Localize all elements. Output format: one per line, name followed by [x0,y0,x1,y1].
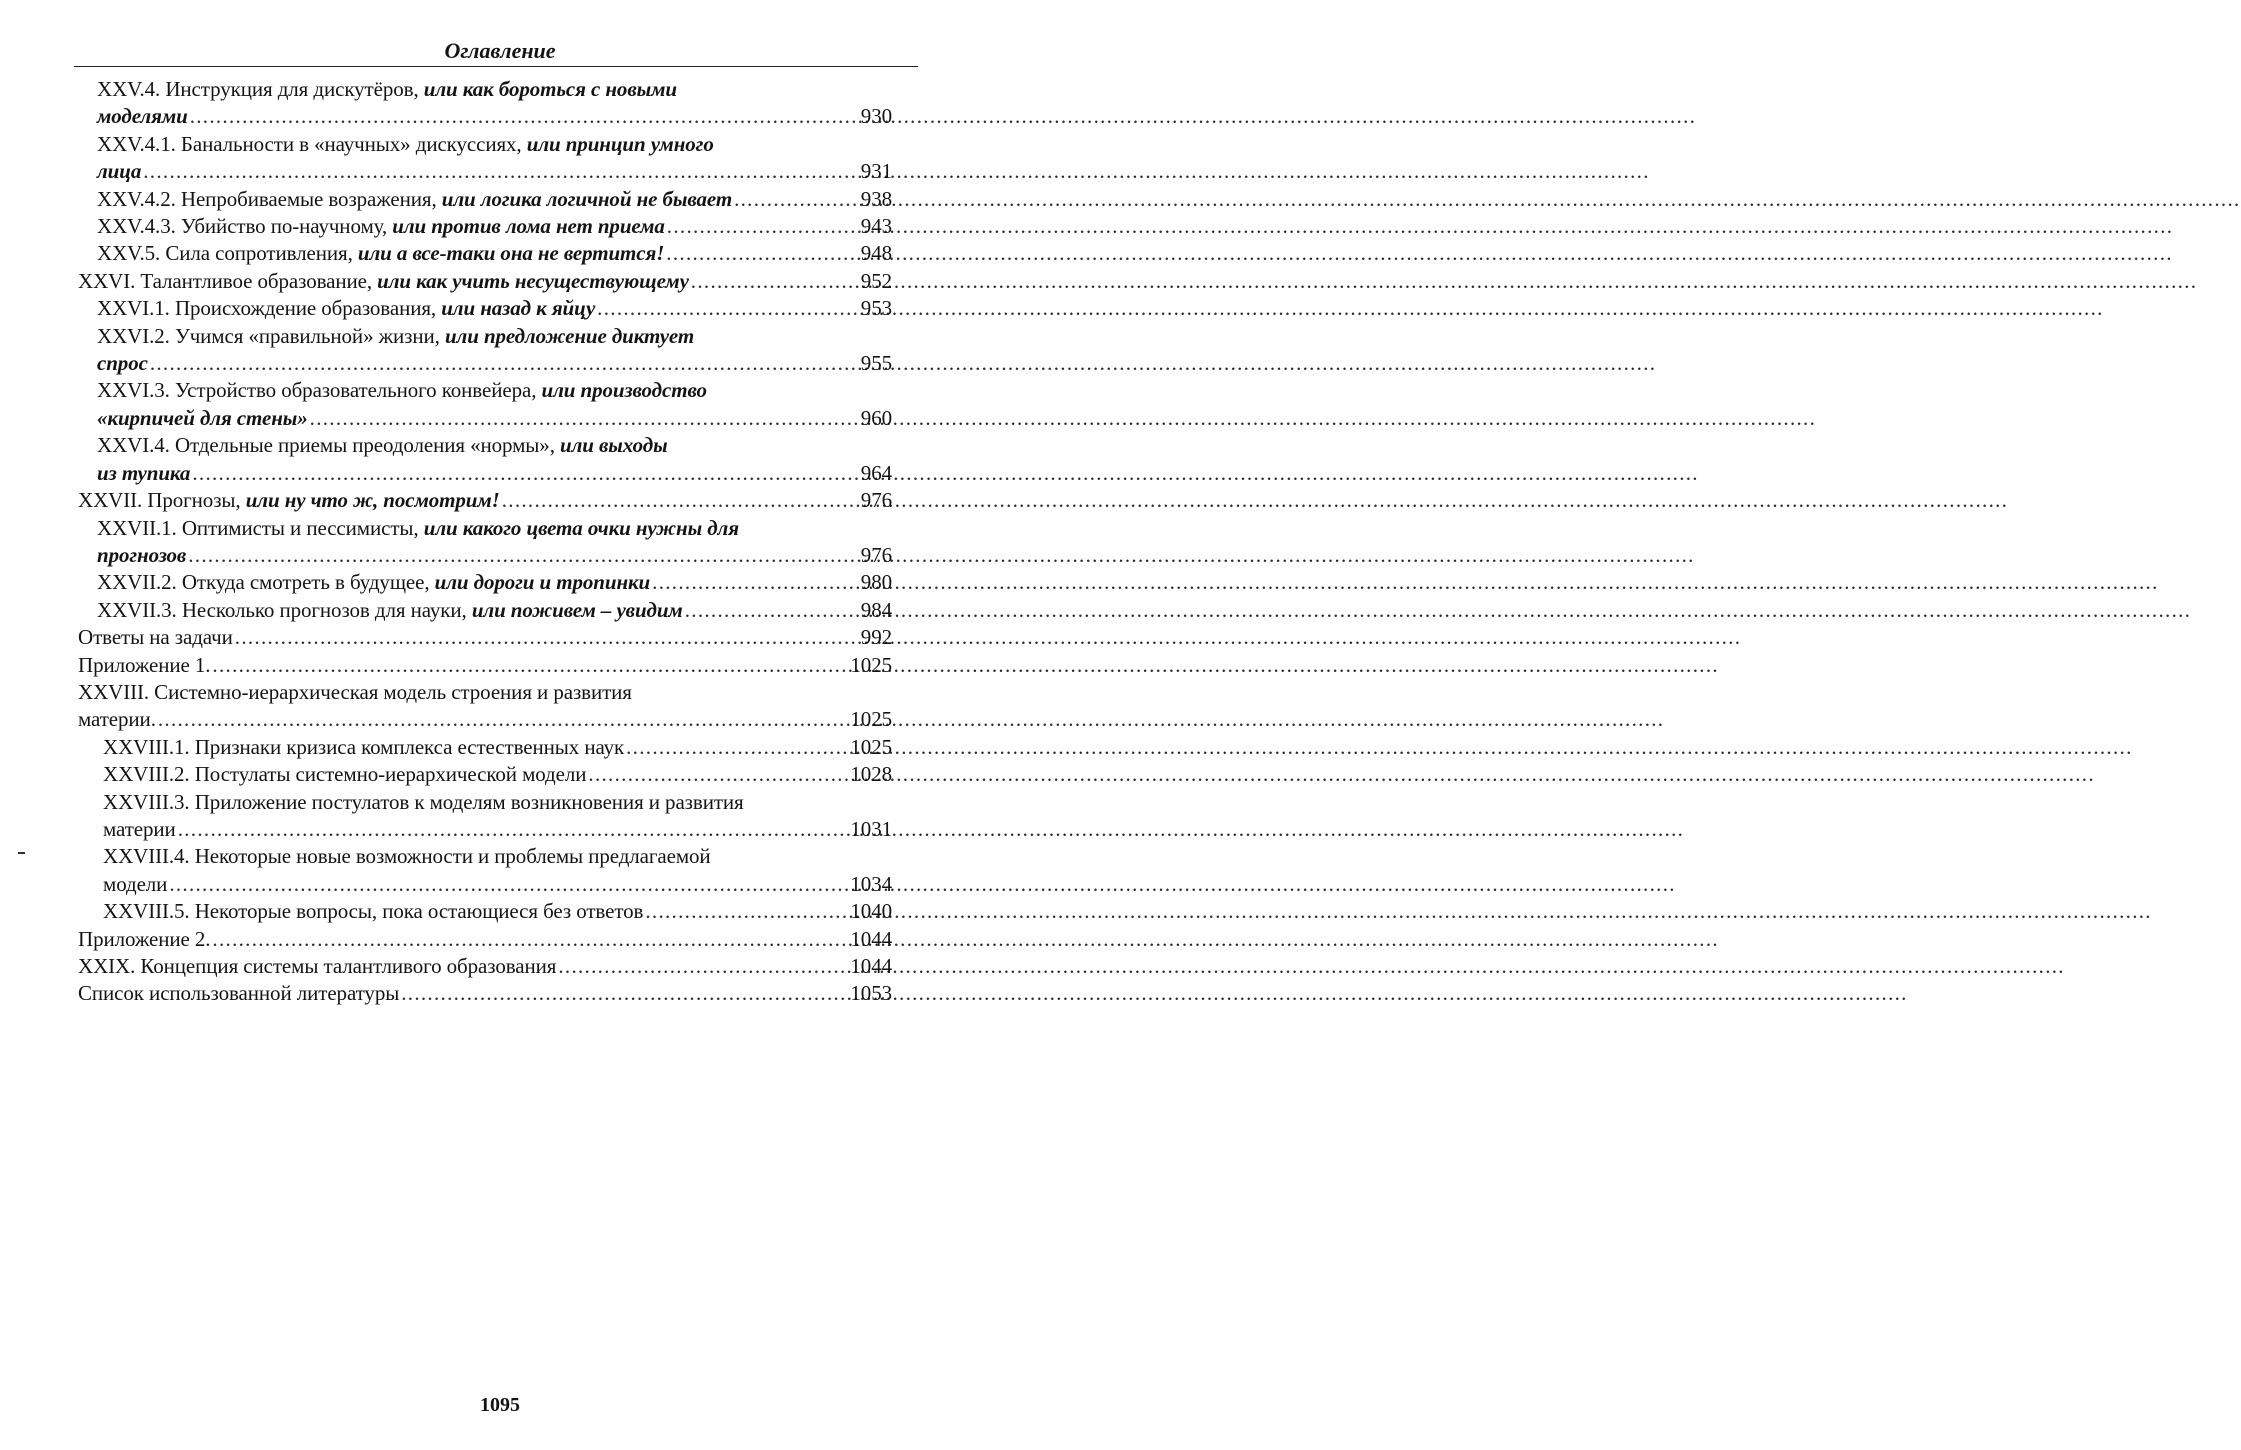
toc-entry-title: XXVI.1. Происхождение образования, [97,296,437,321]
toc-entry[interactable] [103,761,892,788]
dot-leader [235,624,859,651]
toc-entry[interactable] [78,980,892,1007]
toc-entry-first-line [97,515,892,542]
toc-entry-title: Приложение 2. [78,926,211,951]
toc-entry[interactable] [103,898,892,925]
dot-leader [691,268,859,295]
toc-entry-title: XXVIII. Системно-иерархическая модель строения и развития [78,679,632,704]
dot-leader [667,213,859,240]
toc-entry[interactable] [78,652,892,679]
toc-entry-title: XXIX. Концепция системы талантливого образования [78,954,557,978]
toc-entry-subtitle: или поживем – увидим [471,597,683,622]
toc-page-number: 992 [860,625,892,650]
toc-entry-title: Приложение 1. [78,652,211,677]
toc-page-number: 955 [860,351,892,376]
dot-leader [502,487,859,514]
toc-entry-title: XXVIII.5. Некоторые вопросы, пока остающиеся без ответов [103,899,644,924]
dot-leader [588,761,848,788]
toc-entry[interactable] [97,186,892,213]
toc-page-number: 1044 [850,926,892,951]
toc-page-number: 964 [860,460,892,485]
toc-entry-subtitle: или принцип умного [526,131,714,156]
toc-entry-subtitle: или дороги и тропинки [434,570,651,595]
toc-page-number: 930 [860,104,892,129]
toc-entry-first-line [97,432,892,459]
toc-entry-title: XXV.5. Сила сопротивления, [97,241,353,266]
toc-entry-subtitle: или какого цвета очки нужны для [423,515,739,540]
toc-page-number: 1025 [850,734,892,759]
dot-leader [169,871,848,898]
toc-page-number: 1025 [850,652,892,677]
toc-entry-first-line [97,131,892,158]
dot-leader [558,953,848,980]
toc-entry-title: материи [103,816,176,841]
toc-entry-first-line [78,679,892,706]
toc-entry[interactable] [97,569,892,596]
toc-entry-first-line [103,843,892,870]
toc-entry[interactable] [78,926,892,953]
toc-page-number: 931 [860,159,892,184]
dot-leader [178,816,849,843]
toc-entry-title: XXVI. Талантливое образование, [78,268,372,293]
toc-entry-title: материи. [78,707,156,732]
toc-page-number: 953 [860,296,892,321]
dot-leader [685,597,859,624]
toc-entry[interactable] [97,213,892,240]
toc-entry-title: XXVIII.2. Постулаты системно-иерархической модели [103,762,587,787]
dot-leader [666,240,859,267]
toc-entry[interactable] [97,432,892,487]
toc-entry-subtitle: или производство [541,378,707,403]
toc-page-number: 1040 [850,899,892,924]
dot-leader [212,926,848,953]
toc-entry-title: XXVIII.1. Признаки кризиса комплекса естественных наук [103,734,625,759]
toc-page-number: 1025 [850,707,892,732]
dot-leader [652,569,859,596]
toc-entry-subtitle: лица [97,159,142,184]
toc-entry-subtitle: или против лома нет приема [392,214,665,239]
header-rule [74,66,918,67]
toc-entry[interactable] [103,789,892,844]
toc-entry-title: Ответы на задачи [78,625,233,650]
toc-entry-title: XXVII.2. Откуда смотреть в будущее, [97,570,430,595]
toc-entry[interactable] [103,734,892,761]
dot-leader [310,405,859,432]
toc-page-number: 1031 [850,816,892,841]
toc-entry[interactable] [97,240,892,267]
toc-entry-subtitle: «кирпичей для стены» [97,405,308,430]
toc-page-number: 976 [860,542,892,567]
page-header-title: Оглавление [444,38,556,63]
toc-entry-title: XXVI.3. Устройство образовательного конвейера, [97,378,537,403]
dot-leader [188,542,859,569]
toc-entry-first-line [97,323,892,350]
dot-leader [626,734,848,761]
toc-entry-subtitle: спрос [97,351,148,376]
toc-entry[interactable] [97,295,892,322]
toc-entry[interactable] [97,515,892,570]
page-number: 1095 [480,1394,520,1416]
toc-entry-subtitle: прогнозов [97,542,187,567]
toc-page-number: 952 [860,268,892,293]
dot-leader [645,898,848,925]
toc-entry-title: модели [103,871,168,896]
toc-entry-subtitle: или как учить несуществующему [377,268,689,293]
toc-entry[interactable] [78,487,892,514]
toc-page-number: 976 [860,488,892,513]
dot-leader [150,350,859,377]
toc-entry-title: XXVII.3. Несколько прогнозов для науки, [97,597,467,622]
toc-entry-subtitle: или а все-таки она не вертится! [357,241,665,266]
toc-entry[interactable] [97,76,892,131]
toc-entry-first-line [97,76,892,103]
dot-leader [158,706,849,733]
toc-page-number: 1053 [850,981,892,1006]
dot-leader [192,460,858,487]
toc-entry-title: XXVII. Прогнозы, [78,488,241,513]
toc-entry-subtitle: или предложение диктует [444,323,695,348]
toc-page-number: 960 [860,405,892,430]
toc-page-number: 1028 [850,762,892,787]
toc-entry[interactable] [97,377,892,432]
toc-entry-title: XXV.4. Инструкция для дискутёров, [97,77,419,101]
toc-entry-title: Список использованной литературы [78,981,400,1006]
toc-page-number: 948 [860,241,892,266]
dot-leader [212,652,848,679]
toc-entry-title: XXVII.1. Оптимисты и пессимисты, [97,515,419,540]
toc-page-number: 943 [860,214,892,239]
toc-entry[interactable] [103,843,892,898]
table-of-contents [0,76,1000,1008]
toc-entry[interactable] [78,268,892,295]
toc-entry-title: XXV.4.2. Непробиваемые возражения, [97,186,437,211]
toc-entry-title: XXVI.2. Учимся «правильной» жизни, [97,323,440,348]
toc-entry-title: XXVIII.4. Некоторые новые возможности и проблемы предлагаемой [103,844,711,869]
toc-entry[interactable] [97,323,892,378]
toc-page-number: 984 [860,597,892,622]
toc-entry[interactable] [78,953,892,980]
toc-entry-first-line [97,377,892,404]
toc-entry-subtitle: или логика логичной не бывает [441,186,733,211]
toc-entry[interactable] [78,679,892,734]
toc-entry-title: XXVIII.3. Приложение постулатов к моделям возникновения и развития [103,789,744,814]
toc-page-number: 938 [860,186,892,211]
toc-entry[interactable] [97,131,892,186]
toc-page-number: 1044 [850,954,892,978]
toc-entry-subtitle: моделями [97,104,188,129]
toc-entry-first-line [103,789,892,816]
toc-entry-title: XXV.4.1. Банальности в «научных» дискуссиях, [97,131,522,156]
toc-entry-subtitle: или ну что ж, посмотрим! [245,488,500,513]
toc-entry-subtitle: или как бороться с новыми [423,77,677,101]
toc-entry-subtitle: или выходы [560,433,668,458]
dot-leader [401,980,848,1007]
dot-leader [190,103,859,130]
toc-entry-subtitle: или назад к яйцу [441,296,596,321]
toc-entry-title: XXV.4.3. Убийство по-научному, [97,214,388,239]
dot-leader [143,158,859,185]
margin-mark [18,852,25,854]
toc-entry[interactable] [97,597,892,624]
toc-entry-subtitle: из тупика [97,460,191,485]
toc-page-number: 1034 [850,871,892,896]
dot-leader [597,295,859,322]
toc-entry[interactable] [78,624,892,651]
dot-leader [734,186,859,213]
toc-page-number: 980 [860,570,892,595]
toc-entry-title: XXVI.4. Отдельные приемы преодоления «нормы», [97,433,555,458]
